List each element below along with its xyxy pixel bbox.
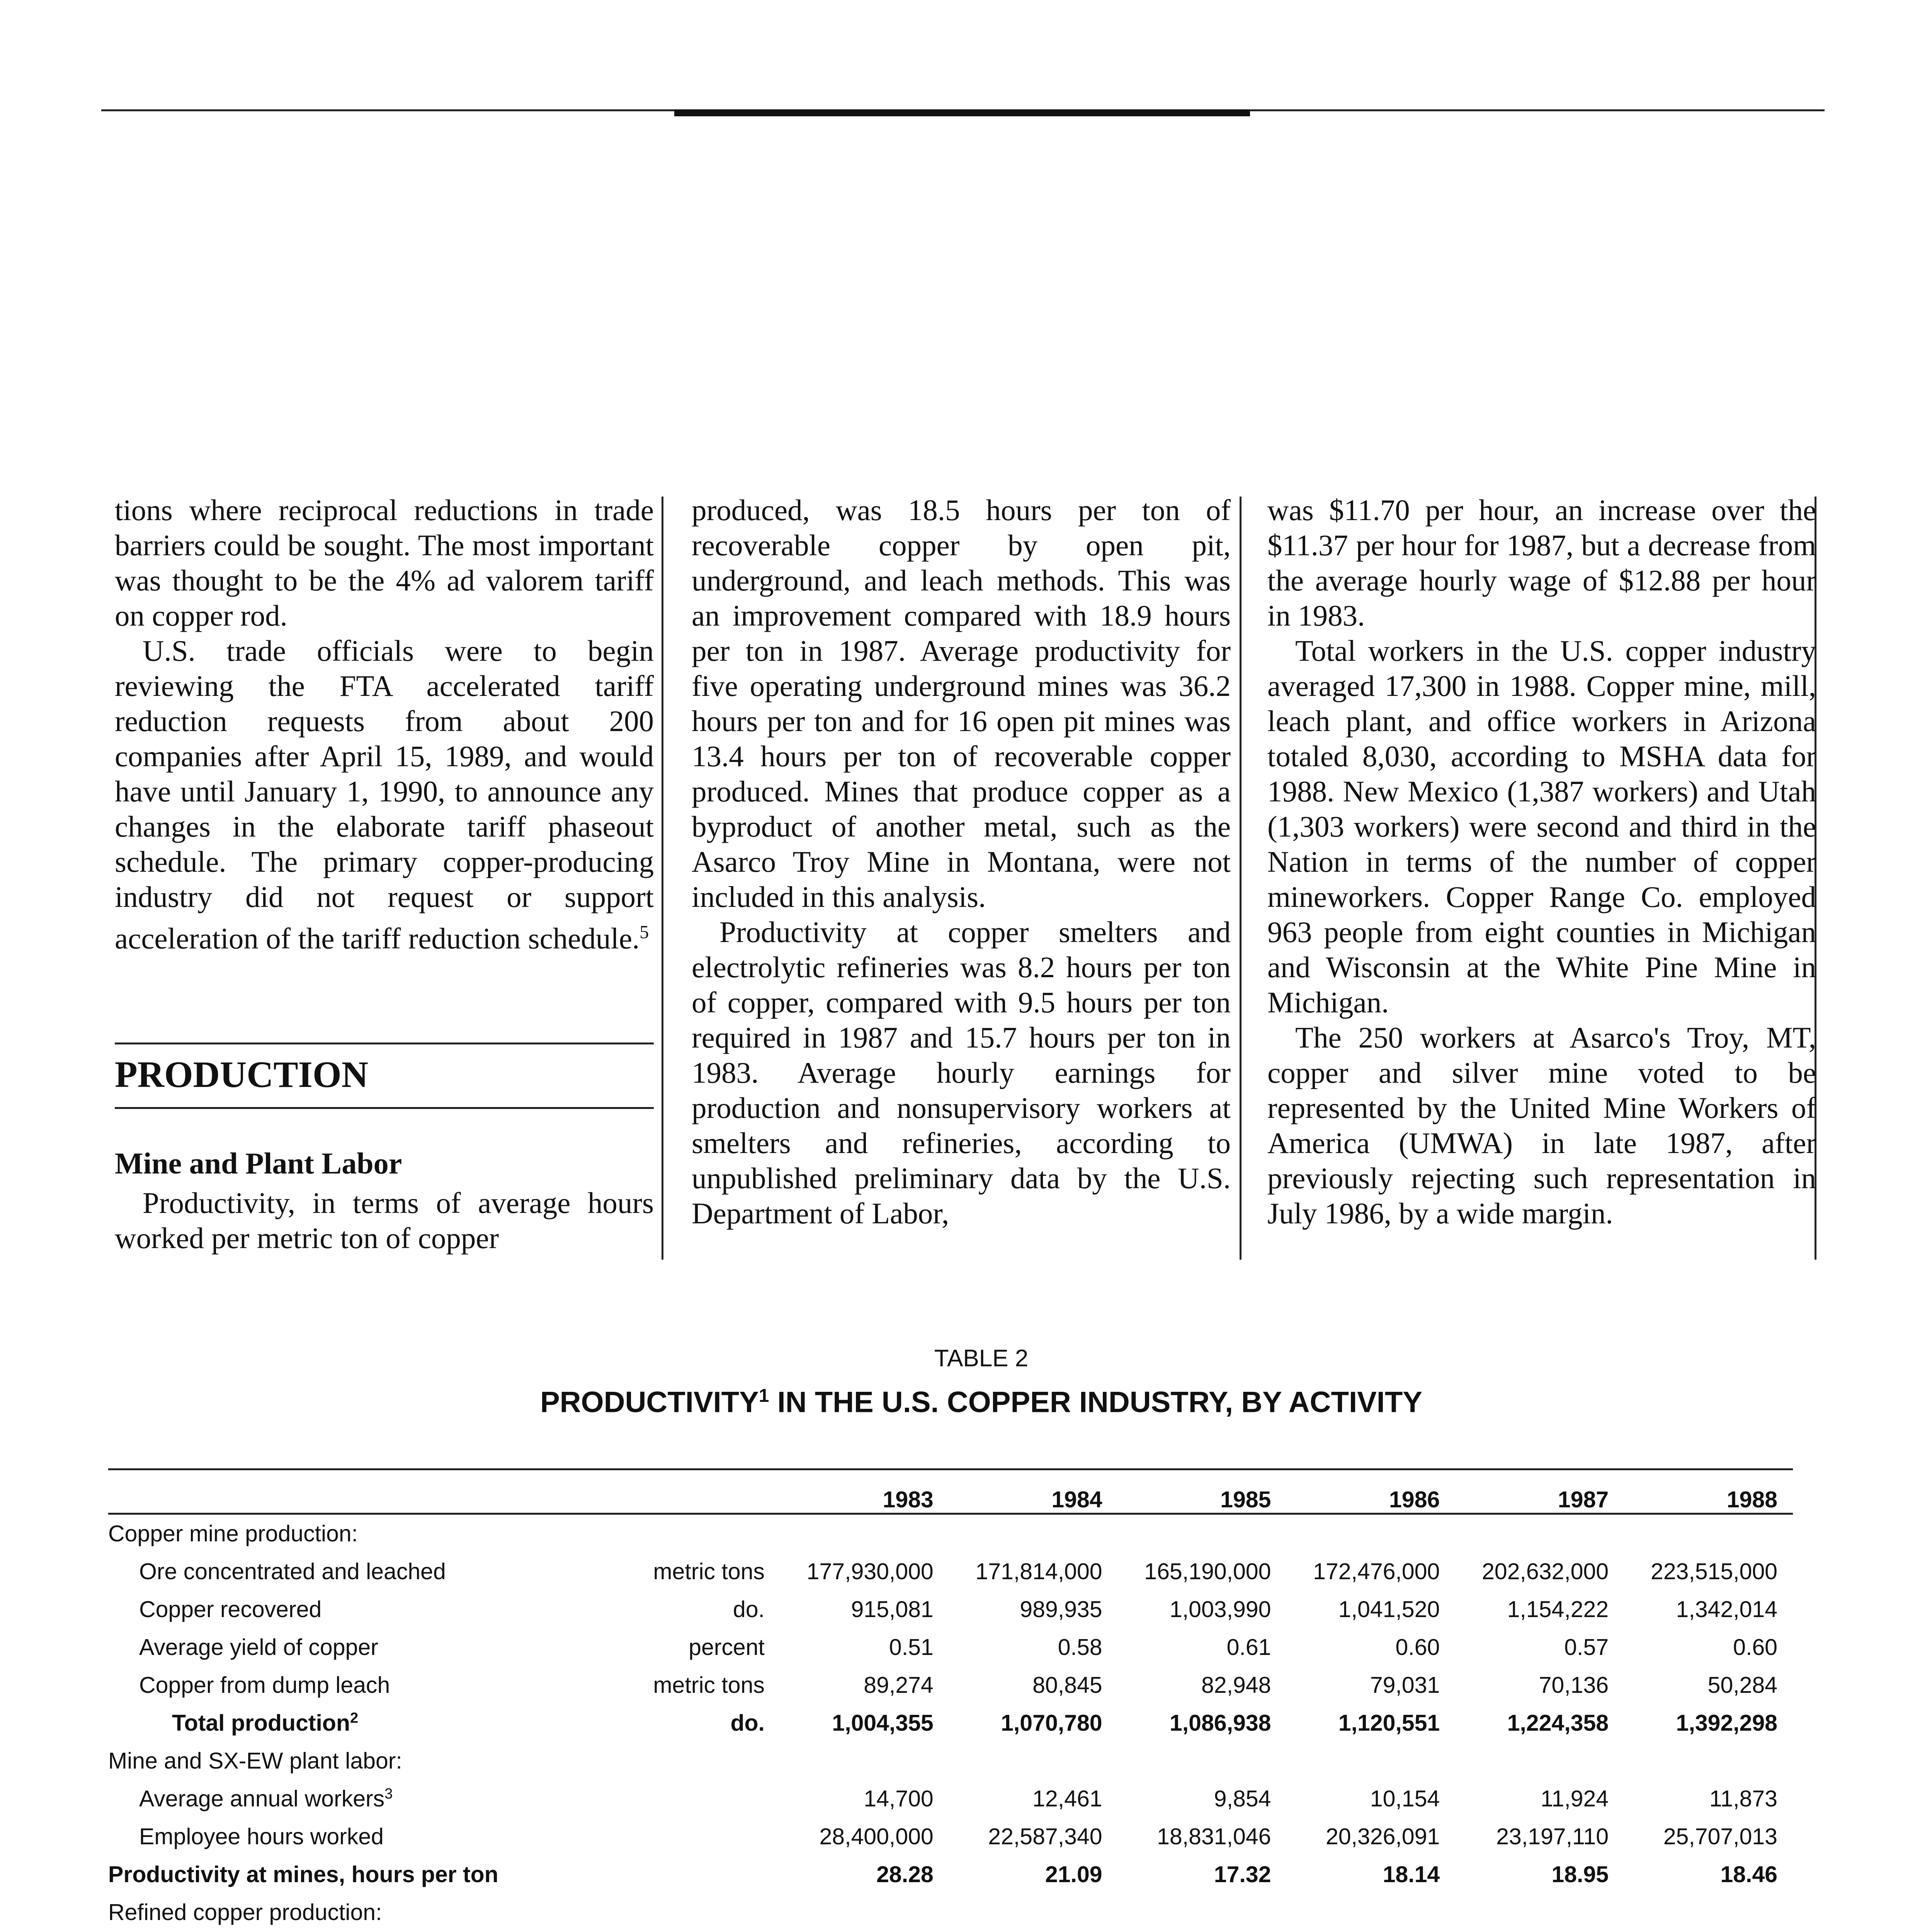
cell: 0.60	[1395, 1634, 1440, 1660]
row-group-label: Copper mine production:	[108, 1521, 358, 1546]
cell: 1,224,358	[1507, 1710, 1609, 1736]
row-label: Total production$^2$	[172, 1710, 359, 1736]
cell: 1,154,222	[1507, 1597, 1609, 1622]
row-unit: metric tons	[653, 1672, 765, 1698]
cell: 989,935	[1020, 1597, 1102, 1622]
cell: 172,476,000	[1313, 1559, 1440, 1584]
cell: 0.61	[1226, 1634, 1271, 1660]
header-year: 1985	[1118, 1469, 1287, 1514]
table-title: PRODUCTIVITY$^1$ IN THE U.S. COPPER INDUSTRY, BY ACTIVITY	[540, 1386, 1423, 1419]
cell: 10,154	[1370, 1786, 1440, 1811]
row-group-label: Refined copper production:	[108, 1900, 382, 1925]
table-row	[108, 1553, 1793, 1590]
cell: 22,587,340	[988, 1824, 1102, 1849]
cell: 1,120,551	[1338, 1710, 1440, 1736]
row-unit: metric tons	[653, 1559, 765, 1584]
subheading: Mine and Plant Labor	[115, 1146, 402, 1180]
column-3	[1267, 493, 1816, 1231]
column-1-continued	[115, 1185, 654, 1256]
cell: 1,003,990	[1169, 1597, 1271, 1622]
cell: 14,700	[864, 1786, 934, 1811]
cell: 70,136	[1539, 1672, 1609, 1698]
row-label: Average yield of copper	[139, 1634, 378, 1660]
row-group-label: Mine and SX-EW plant labor:	[108, 1748, 402, 1774]
cell: 12,461	[1032, 1786, 1102, 1811]
section-rule-top	[115, 1043, 654, 1044]
header-year: 1987	[1455, 1469, 1624, 1514]
table-row	[108, 1780, 1793, 1818]
column-2	[692, 493, 1231, 1231]
column-divider-2	[1240, 497, 1242, 1260]
row-label: Average annual workers$^3$	[139, 1786, 393, 1811]
cell: 171,814,000	[975, 1559, 1102, 1584]
row-label: Ore concentrated and leached	[139, 1559, 446, 1584]
cell: 1,004,355	[832, 1710, 934, 1736]
cell: 18.95	[1551, 1862, 1609, 1887]
cell: 21.09	[1045, 1862, 1102, 1887]
row-label: Copper from dump leach	[139, 1672, 390, 1698]
cell: 20,326,091	[1325, 1824, 1440, 1849]
row-unit: do.	[730, 1710, 765, 1736]
cell: 1,070,780	[1001, 1710, 1102, 1736]
header-rule-thick	[674, 109, 1250, 116]
section-title: PRODUCTION	[115, 1054, 369, 1095]
cell: 1,041,520	[1338, 1597, 1440, 1622]
cell: 202,632,000	[1481, 1559, 1609, 1584]
table-row	[108, 1742, 1793, 1780]
cell: 18.14	[1383, 1862, 1440, 1887]
cell: 165,190,000	[1144, 1559, 1271, 1584]
cell: 79,031	[1370, 1672, 1440, 1698]
column-1	[115, 493, 654, 956]
col3-paragraph-1: was $11.70 per hour, an increase over the $11.37 per hour for 1987, but a decrease from the average hourly wage of $12.88 per hour in 1983.	[1267, 493, 1816, 632]
productivity-table	[108, 1468, 1793, 1932]
row-unit: percent	[689, 1634, 765, 1660]
section-rule-bottom	[115, 1107, 654, 1109]
cell: 11,873	[1709, 1786, 1777, 1811]
col3-paragraph-3: The 250 workers at Asarco's Troy, MT, copper and silver mine voted to be represented by the United Mine Workers of America (UMWA) in late 1987, after previously rejecting such representation in July 1986, by a wide margin.	[1267, 1021, 1816, 1230]
header-blank	[108, 1469, 613, 1514]
col2-paragraph-2: Productivity at copper smelters and electrolytic refineries was 8.2 hours per ton of copper, compared with 9.5 hours per ton required in 1987 and 15.7 hours per ton in 1983. Average hourly earnings for production and nonsupervisory workers at smelters and refineries, according to unpublished preliminary data by the U.S. Department of Labor,	[692, 915, 1231, 1230]
table-row	[108, 1666, 1793, 1704]
col2-paragraph-1: produced, was 18.5 hours per ton of recoverable copper by open pit, underground, and leach methods. This was an improvement compared with 18.9 hours per ton in 1987. Average productivity for five operating underground mines was 36.2 hours per ton and for 16 open pit mines was 13.4 hours per ton of recoverable copper produced. Mines that produce copper as a byproduct of another metal, such as the Asarco Troy Mine in Montana, were not included in this analysis.	[692, 493, 1231, 913]
cell: 11,924	[1540, 1786, 1609, 1811]
cell: 0.57	[1564, 1634, 1609, 1660]
row-unit: do.	[733, 1597, 765, 1622]
table-row-productivity	[108, 1855, 1793, 1893]
cell: 1,392,298	[1676, 1710, 1777, 1736]
cell: 1,086,938	[1169, 1710, 1271, 1736]
footnote-ref: 3	[384, 1786, 393, 1802]
header-unit-blank	[613, 1469, 780, 1514]
table-row	[108, 1818, 1793, 1855]
cell: 1,342,014	[1676, 1597, 1777, 1622]
table-row	[108, 1893, 1793, 1931]
cell: 18,831,046	[1157, 1824, 1271, 1849]
row-label: Productivity at mines, hours per ton	[108, 1862, 498, 1887]
cell: 0.51	[889, 1634, 934, 1660]
cell: 28,400,000	[819, 1824, 934, 1849]
header-year: 1988	[1624, 1469, 1793, 1514]
cell: 23,197,110	[1496, 1824, 1609, 1849]
header-year: 1983	[780, 1469, 949, 1514]
row-label: Employee hours worked	[139, 1824, 384, 1849]
cell: 0.58	[1058, 1634, 1102, 1660]
cell: 89,274	[864, 1672, 934, 1698]
cell: 28.28	[876, 1862, 934, 1887]
table-label: TABLE 2	[934, 1345, 1029, 1372]
cell: 17.32	[1214, 1862, 1271, 1887]
cell: 915,081	[851, 1597, 934, 1622]
table-row	[108, 1514, 1793, 1553]
cell: 9,854	[1214, 1786, 1271, 1811]
cell: 80,845	[1032, 1672, 1102, 1698]
row-label: Copper recovered	[139, 1597, 322, 1622]
cell: 177,930,000	[806, 1559, 934, 1584]
table-row-total	[108, 1704, 1793, 1742]
footnote-ref: 2	[350, 1710, 359, 1726]
col1-paragraph-2: U.S. trade officials were to begin reviewing the FTA accelerated tariff reduction requests from about 200 companies after April 15, 1989, and would have until January 1, 1990, to announce any changes in the elaborate tariff phaseout schedule. The primary copper-producing industry did not request or support acceleration of the tariff reduction schedule.$^5$	[115, 634, 654, 955]
cell: 25,707,013	[1663, 1824, 1777, 1849]
column-divider-1	[662, 497, 663, 1260]
cell: 18.46	[1720, 1862, 1777, 1887]
cell: 0.60	[1733, 1634, 1777, 1660]
table-header-row	[108, 1469, 1793, 1514]
col1-paragraph-1: tions where reciprocal reductions in trade barriers could be sought. The most important was thought to be the 4% ad valorem tariff on copper rod.	[115, 493, 654, 632]
col3-paragraph-2: Total workers in the U.S. copper industry averaged 17,300 in 1988. Copper mine, mill, leach plant, and office workers in Arizona totaled 8,030, according to MSHA data for 1988. New Mexico (1,387 workers) and Utah (1,303 workers) were second and third in the Nation in terms of the number of copper mineworkers. Copper Range Co. employed 963 people from eight counties in Michigan and Wisconsin at the White Pine Mine in Michigan.	[1267, 634, 1816, 1019]
header-year: 1986	[1286, 1469, 1455, 1514]
footnote-ref-5: 5	[639, 922, 649, 942]
table-row	[108, 1628, 1793, 1666]
table-title-footnote: 1	[759, 1386, 769, 1406]
cell: 50,284	[1708, 1672, 1777, 1698]
col1-paragraph-3: Productivity, in terms of average hours worked per metric ton of copper	[115, 1186, 654, 1255]
cell: 223,515,000	[1650, 1559, 1777, 1584]
table-row	[108, 1590, 1793, 1628]
cell: 82,948	[1201, 1672, 1271, 1698]
header-year: 1984	[949, 1469, 1118, 1514]
